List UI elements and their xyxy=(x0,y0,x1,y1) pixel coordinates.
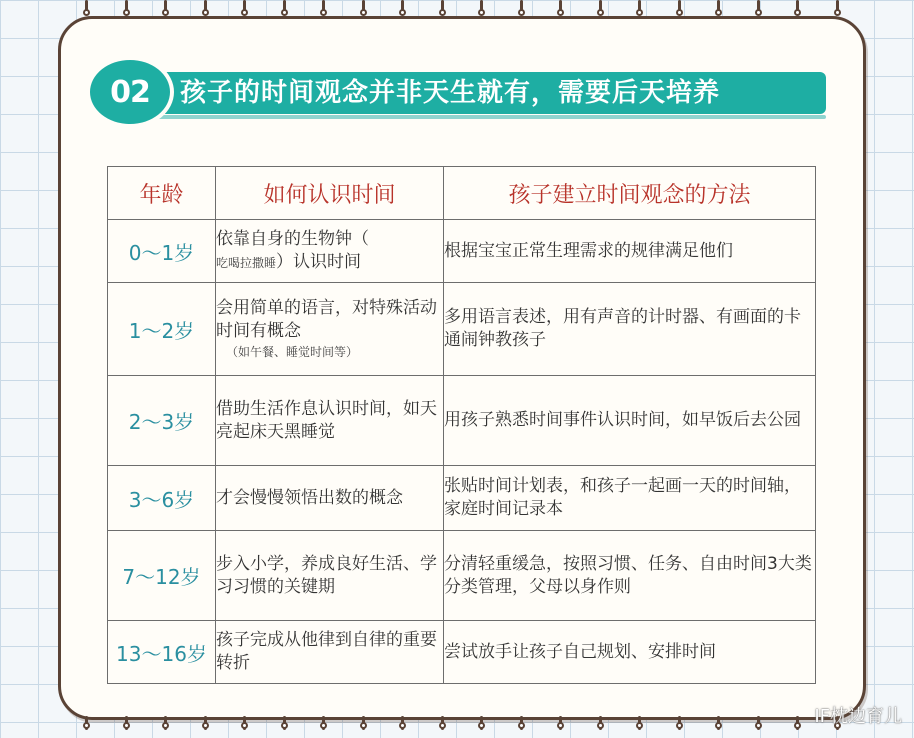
binder-ring xyxy=(398,716,407,738)
binder-ring xyxy=(319,716,328,738)
method-cell: 张贴时间计划表，和孩子一起画一天的时间轴，家庭时间记录本 xyxy=(444,466,816,531)
binder-ring xyxy=(793,716,802,738)
table-row xyxy=(108,621,816,684)
binder-ring xyxy=(714,716,723,738)
header-age: 年龄 xyxy=(108,167,216,220)
how-tail: ）认识时间 xyxy=(276,251,362,272)
age-cell: 0～1岁 xyxy=(108,220,216,283)
how-cell: 才会慢慢领悟出数的概念 xyxy=(216,466,444,531)
binder-rings-bottom xyxy=(82,716,842,738)
time-concept-table xyxy=(107,166,816,684)
header-method: 孩子建立时间观念的方法 xyxy=(444,167,816,220)
binder-ring xyxy=(122,716,131,738)
how-cell xyxy=(216,283,444,376)
method-cell: 根据宝宝正常生理需求的规律满足他们 xyxy=(444,220,816,283)
header-how: 如何认识时间 xyxy=(216,167,444,220)
binder-ring xyxy=(517,716,526,738)
age-cell: 7～12岁 xyxy=(108,531,216,621)
watermark: IF枕边育儿 xyxy=(814,706,902,727)
binder-ring xyxy=(359,716,368,738)
method-cell: 尝试放手让孩子自己规划、安排时间 xyxy=(444,621,816,684)
section-title: 孩子的时间观念并非天生就有，需要后天培养 xyxy=(180,78,721,108)
how-cell: 步入小学，养成良好生活、学习习惯的关键期 xyxy=(216,531,444,621)
table-row xyxy=(108,531,816,621)
age-cell: 3～6岁 xyxy=(108,466,216,531)
table-row xyxy=(108,220,816,283)
binder-ring xyxy=(754,716,763,738)
binder-ring xyxy=(240,716,249,738)
how-note: 吃喝拉撒睡 xyxy=(216,255,277,270)
how-cell: 孩子完成从他律到自律的重要转折 xyxy=(216,621,444,684)
how-cell: 借助生活作息认识时间，如天亮起床天黑睡觉 xyxy=(216,376,444,466)
binder-ring xyxy=(556,716,565,738)
how-cell xyxy=(216,220,444,283)
binder-ring xyxy=(161,716,170,738)
table-row xyxy=(108,283,816,376)
binder-ring xyxy=(477,716,486,738)
method-cell: 分清轻重缓急，按照习惯、任务、自由时间3大类分类管理，父母以身作则 xyxy=(444,531,816,621)
age-cell: 13～16岁 xyxy=(108,621,216,684)
section-number: 02 xyxy=(110,74,150,110)
binder-ring xyxy=(675,716,684,738)
binder-ring xyxy=(635,716,644,738)
section-number-badge xyxy=(86,56,174,128)
method-cell: 用孩子熟悉时间事件认识时间，如早饭后去公园 xyxy=(444,376,816,466)
how-note: （如午餐、睡觉时间等） xyxy=(226,345,359,359)
table-row xyxy=(108,466,816,531)
how-text: 依靠自身的生物钟（ xyxy=(216,228,369,249)
table-row xyxy=(108,376,816,466)
how-text: 会用简单的语言，对特殊活动时间有概念 xyxy=(216,298,437,341)
table-header-row xyxy=(108,167,816,220)
age-cell: 1～2岁 xyxy=(108,283,216,376)
age-cell: 2～3岁 xyxy=(108,376,216,466)
binder-ring xyxy=(438,716,447,738)
binder-ring xyxy=(201,716,210,738)
binder-ring xyxy=(82,716,91,738)
binder-ring xyxy=(596,716,605,738)
binder-ring xyxy=(280,716,289,738)
method-cell: 多用语言表述，用有声音的计时器、有画面的卡通闹钟教孩子 xyxy=(444,283,816,376)
